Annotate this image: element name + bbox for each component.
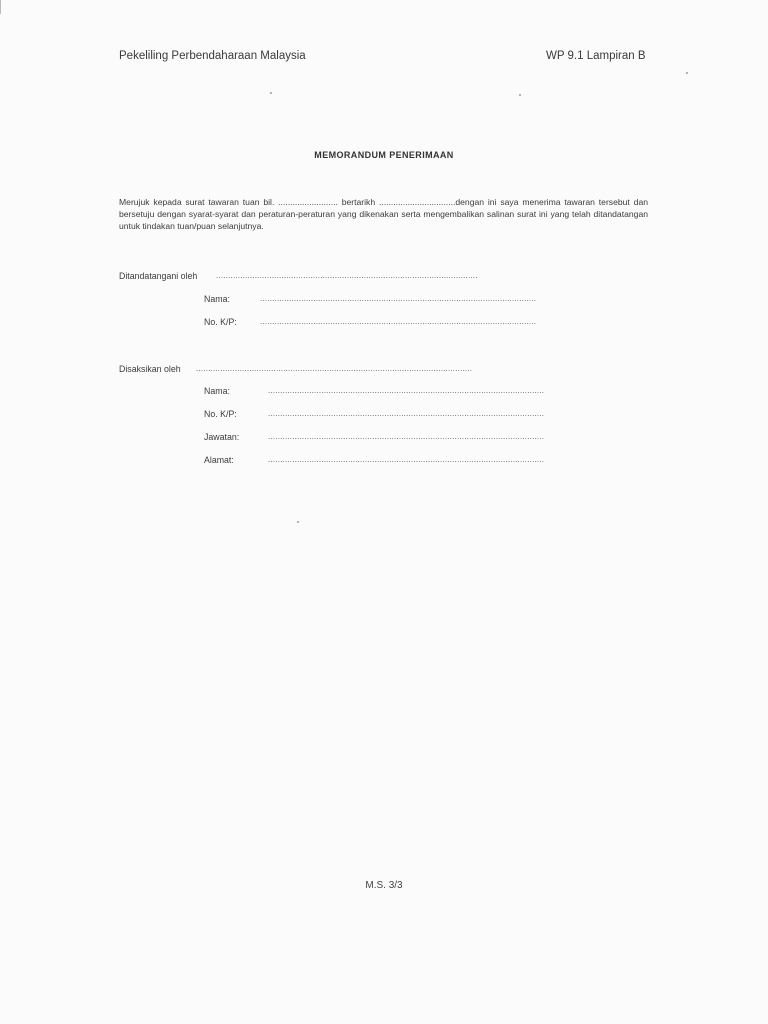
witnessed-by-label: Disaksikan oleh <box>119 364 181 374</box>
witness-name-dotted-line: .................................................................................................................. <box>268 386 545 395</box>
scan-speck <box>686 72 688 74</box>
signed-kp-dotted-line: .................................................................................................................. <box>260 317 537 326</box>
witness-name-label: Nama: <box>204 386 230 396</box>
witness-kp-dotted-line: .................................................................................................................. <box>268 409 545 418</box>
witness-address-label: Alamat: <box>204 455 234 465</box>
scan-edge-mark <box>0 0 1 14</box>
header-right-text: WP 9.1 Lampiran B <box>546 50 646 62</box>
header-left-text: Pekeliling Perbendaharaan Malaysia <box>119 50 306 62</box>
witness-position-label: Jawatan: <box>204 432 240 442</box>
document-title: MEMORANDUM PENERIMAAN <box>314 150 454 160</box>
signed-by-label: Ditandatangani oleh <box>119 271 198 281</box>
body-paragraph: Merujuk kepada surat tawaran tuan bil. ......................... bertarikh ................................dengan ini saya menerima tawaran tersebut dan bersetuju dengan syarat-syarat dan peraturan-peraturan yang dikenakan serta mengembalikan salinan surat ini yang telah ditandatangan untuk tindakan tuan/puan selanjutnya. <box>119 197 648 231</box>
witnessed-by-dotted-line: .................................................................................................................. <box>196 364 473 373</box>
witness-kp-label: No. K/P: <box>204 409 237 419</box>
signed-kp-label: No. K/P: <box>204 317 237 327</box>
page-number: M.S. 3/3 <box>365 880 403 891</box>
signed-name-label: Nama: <box>204 294 230 304</box>
scan-speck <box>297 521 299 523</box>
witness-position-dotted-line: .................................................................................................................. <box>268 432 545 441</box>
signed-name-dotted-line: .................................................................................................................. <box>260 294 537 303</box>
scan-speck <box>270 92 272 94</box>
witness-address-dotted-line: .................................................................................................................. <box>268 455 545 464</box>
scan-speck <box>519 94 521 96</box>
signed-by-dotted-line: ............................................................................................................ <box>216 271 478 280</box>
